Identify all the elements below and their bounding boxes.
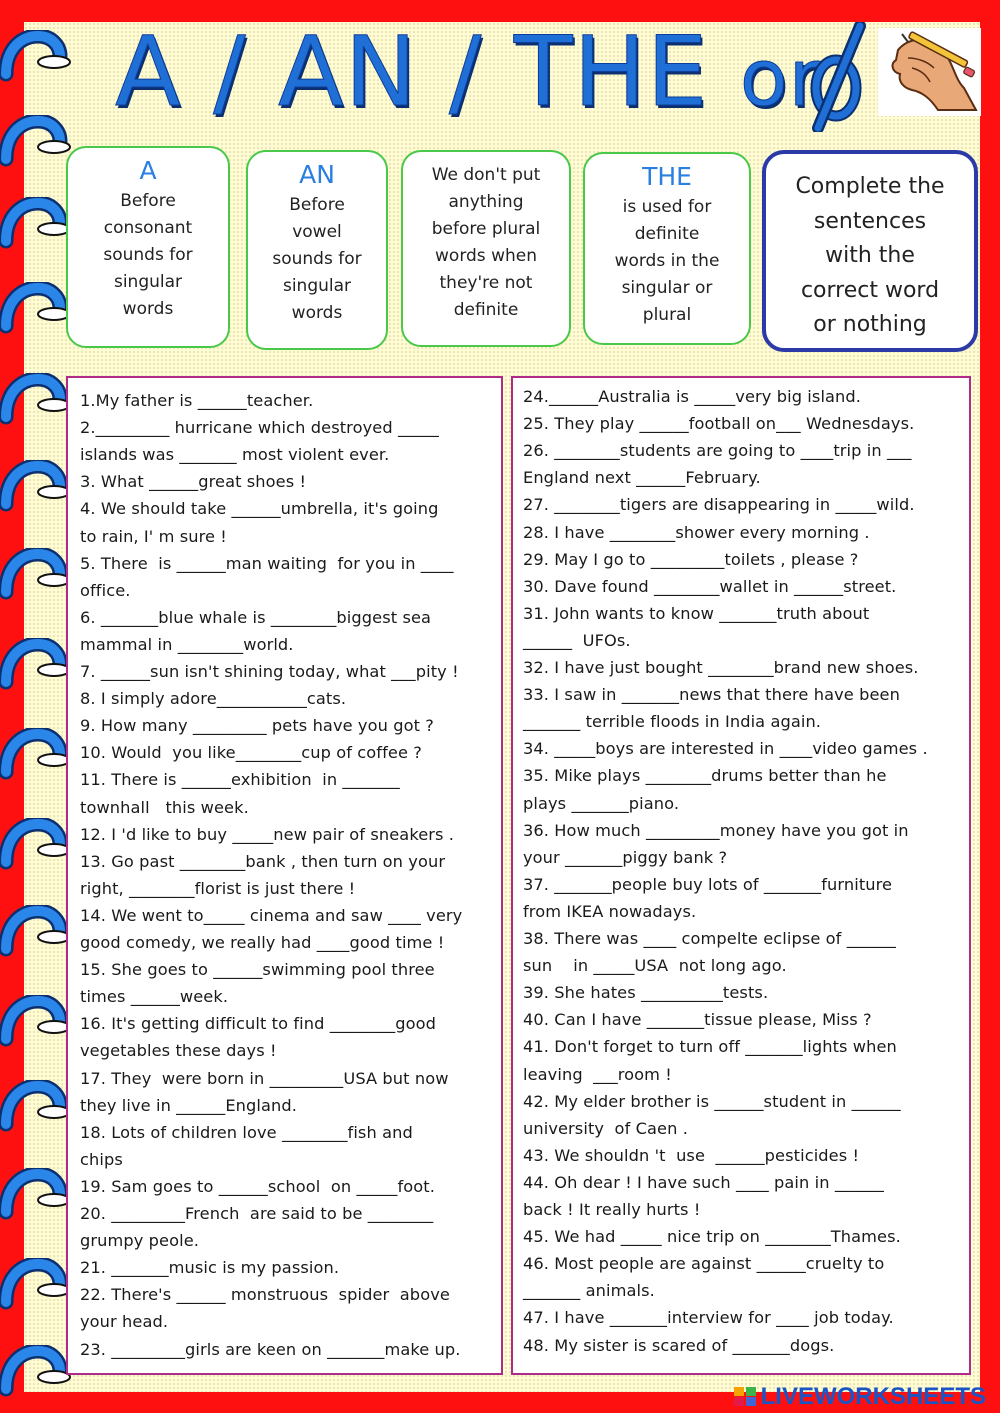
- rule-line: sounds for: [272, 249, 362, 269]
- exercise-line: 27. ________tigers are disappearing in _____wild.: [523, 495, 915, 515]
- exercise-line: 38. There was ____ compelte eclipse of ______: [523, 929, 896, 948]
- exercise-line: from IKEA nowadays.: [523, 901, 697, 921]
- exercise-line: vegetables these days !: [80, 1041, 277, 1061]
- rule-line: words: [291, 303, 343, 323]
- footer-brand: LIVEWORKSHEETS: [760, 1383, 986, 1410]
- exercise-line: _______ terrible floods in India again.: [523, 712, 822, 732]
- exercise-line: 45. We had _____ nice trip on ________Thames.: [523, 1227, 901, 1247]
- exercise-line: 19. Sam goes to ______school on _____foot.: [80, 1176, 435, 1196]
- exercise-line: townhall this week.: [80, 797, 249, 817]
- exercise-line: 33. I saw in _______news that there have been: [523, 685, 900, 705]
- exercise-line: 37. _______people buy lots of _______furniture: [523, 874, 893, 894]
- exercise-line: 36. How much _________money have you got in: [523, 820, 909, 840]
- exercise-line: plays _______piano.: [523, 793, 680, 813]
- null-symbol-icon: [798, 22, 878, 132]
- exercise-line: 13. Go past ________bank , then turn on your: [80, 851, 446, 871]
- exercise-line: university of Caen .: [523, 1118, 688, 1138]
- rule-line: is used for: [622, 197, 712, 217]
- instruction-line: with the: [825, 243, 915, 268]
- exercise-line: 47. I have _______interview for ____ job today.: [523, 1308, 894, 1328]
- rule-line: consonant: [103, 218, 193, 238]
- page-title: [115, 16, 875, 128]
- rule-line: words in the: [614, 251, 720, 271]
- exercise-line: 25. They play ______football on___ Wednesdays.: [523, 414, 915, 434]
- exercise-line: 28. I have ________shower every morning .: [523, 522, 870, 542]
- exercise-line: 41. Don't forget to turn off _______lights when: [523, 1037, 897, 1057]
- exercise-line: 7. ______sun isn't shining today, what ___pity !: [80, 662, 459, 681]
- rule-box-zero: [401, 150, 571, 347]
- rule-head-an: AN: [299, 160, 335, 189]
- exercise-line: your head.: [80, 1312, 169, 1332]
- exercise-line: 20. _________French are said to be ________: [80, 1204, 434, 1223]
- exercise-line: ______ UFOs.: [523, 630, 631, 650]
- rule-head-the: THE: [642, 162, 692, 191]
- exercise-line: 44. Oh dear ! I have such ____ pain in ______: [523, 1172, 884, 1192]
- exercise-line: to rain, I' m sure !: [80, 526, 227, 546]
- exercise-line: leaving ___room !: [523, 1064, 672, 1084]
- rule-line: words when: [435, 246, 537, 266]
- rule-line: anything: [448, 192, 524, 212]
- exercise-line: 10. Would you like________cup of coffee ?: [80, 743, 422, 763]
- exercise-line: back ! It really hurts !: [523, 1200, 701, 1219]
- rule-line: Before: [120, 191, 176, 211]
- exercise-line: 17. They were born in _________USA but now: [80, 1068, 449, 1088]
- rule-head-a: A: [139, 156, 157, 185]
- exercise-line: 31. John wants to know _______truth about: [523, 603, 870, 623]
- exercise-line: 34. _____boys are interested in ____video games .: [523, 739, 928, 759]
- exercise-line: times ______week.: [80, 987, 229, 1007]
- exercise-line: 6. _______blue whale is ________biggest sea: [80, 607, 432, 627]
- exercise-line: 21. _______music is my passion.: [80, 1258, 340, 1278]
- exercise-line: 35. Mike plays ________drums better than he: [523, 766, 887, 786]
- exercise-line: 46. Most people are against ______cruelty to: [523, 1254, 885, 1274]
- exercise-line: 1.My father is ______teacher.: [80, 391, 314, 410]
- instruction-line: Complete the: [795, 174, 945, 199]
- exercise-line: they live in ______England.: [80, 1095, 297, 1115]
- rule-line: singular: [113, 272, 183, 292]
- exercise-line: 43. We shouldn 't use ______pesticides !: [523, 1145, 860, 1165]
- exercise-line: 3. What ______great shoes !: [80, 472, 307, 492]
- exercise-line: _______ animals.: [523, 1281, 655, 1301]
- exercise-line: 5. There is ______man waiting for you in ____: [80, 553, 454, 573]
- exercise-line: good comedy, we really had ____good time !: [80, 933, 445, 952]
- exercise-column-left: [66, 376, 503, 1375]
- exercise-line: grumpy peole.: [80, 1231, 199, 1251]
- title-or: or: [739, 34, 822, 124]
- rule-line: vowel: [292, 222, 342, 242]
- writing-hand-image: [878, 28, 981, 116]
- exercise-line: your _______piggy bank ?: [523, 847, 728, 867]
- exercise-line: 40. Can I have _______tissue please, Miss ?: [523, 1010, 872, 1030]
- exercise-line: 4. We should take ______umbrella, it's going: [80, 499, 439, 519]
- exercise-line: 12. I 'd like to buy _____new pair of sneakers .: [80, 824, 455, 844]
- rule-line: definite: [634, 224, 700, 244]
- instruction-box: [762, 150, 978, 352]
- exercise-line: office.: [80, 580, 131, 600]
- exercise-line: 26. ________students are going to ____trip in ___: [523, 441, 912, 461]
- exercise-line: 18. Lots of children love ________fish and: [80, 1122, 413, 1142]
- rule-box-a: [66, 146, 230, 348]
- exercise-line: 9. How many _________ pets have you got ?: [80, 716, 434, 736]
- instruction-line: sentences: [813, 208, 927, 234]
- exercise-line: mammal in ________world.: [80, 634, 294, 654]
- exercise-line: 16. It's getting difficult to find ________good: [80, 1014, 437, 1034]
- exercise-line: 39. She hates __________tests.: [523, 983, 769, 1003]
- title-main: A / AN / THE: [115, 16, 709, 128]
- exercise-line: 32. I have just bought ________brand new shoes.: [523, 658, 919, 677]
- rule-line: definite: [453, 300, 519, 320]
- rule-line: words: [122, 299, 174, 319]
- instruction-line: or nothing: [813, 312, 927, 337]
- exercise-line: 23. _________girls are keen on _______make up.: [80, 1339, 461, 1359]
- exercise-line: England next ______February.: [523, 468, 761, 488]
- rule-line: plural: [642, 305, 692, 325]
- exercise-line: islands was _______ most violent ever.: [80, 445, 390, 465]
- exercise-line: 14. We went to_____ cinema and saw ____ very: [80, 905, 463, 925]
- exercise-line: 29. May I go to _________toilets , please ?: [523, 549, 859, 569]
- exercise-line: chips: [80, 1149, 123, 1169]
- exercise-line: 24.______Australia is _____very big island.: [523, 387, 862, 406]
- rule-line: Before: [289, 195, 345, 215]
- exercise-line: 30. Dave found ________wallet in ______street.: [523, 576, 897, 596]
- instruction-line: correct word: [800, 277, 940, 303]
- rule-line: We don't put: [431, 165, 541, 185]
- exercise-line: 11. There is ______exhibition in _______: [80, 770, 400, 790]
- exercise-line: right, ________florist is just there !: [80, 878, 356, 898]
- rule-box-the: [583, 152, 751, 345]
- liveworksheets-icon: [734, 1385, 758, 1407]
- rule-line: before plural: [431, 219, 541, 239]
- exercise-line: sun in _____USA not long ago.: [523, 956, 787, 976]
- exercise-line: 2._________ hurricane which destroyed _____: [80, 418, 439, 438]
- exercise-column-right: [511, 376, 971, 1375]
- rule-line: sounds for: [103, 245, 193, 265]
- writing-hand-icon: [878, 28, 981, 116]
- rule-line: singular: [282, 276, 352, 296]
- exercise-line: 15. She goes to ______swimming pool three: [80, 960, 435, 980]
- liveworksheets-logo: [734, 1383, 986, 1411]
- rule-box-an: [246, 150, 388, 350]
- rule-line: they're not: [439, 273, 533, 293]
- exercise-line: 48. My sister is scared of _______dogs.: [523, 1335, 835, 1355]
- exercise-line: 8. I simply adore___________cats.: [80, 689, 347, 709]
- rule-line: singular or: [621, 278, 713, 298]
- exercise-line: 22. There's ______ monstruous spider above: [80, 1285, 450, 1305]
- spiral-ring-icon: [0, 30, 80, 100]
- exercise-line: 42. My elder brother is ______student in ______: [523, 1091, 901, 1111]
